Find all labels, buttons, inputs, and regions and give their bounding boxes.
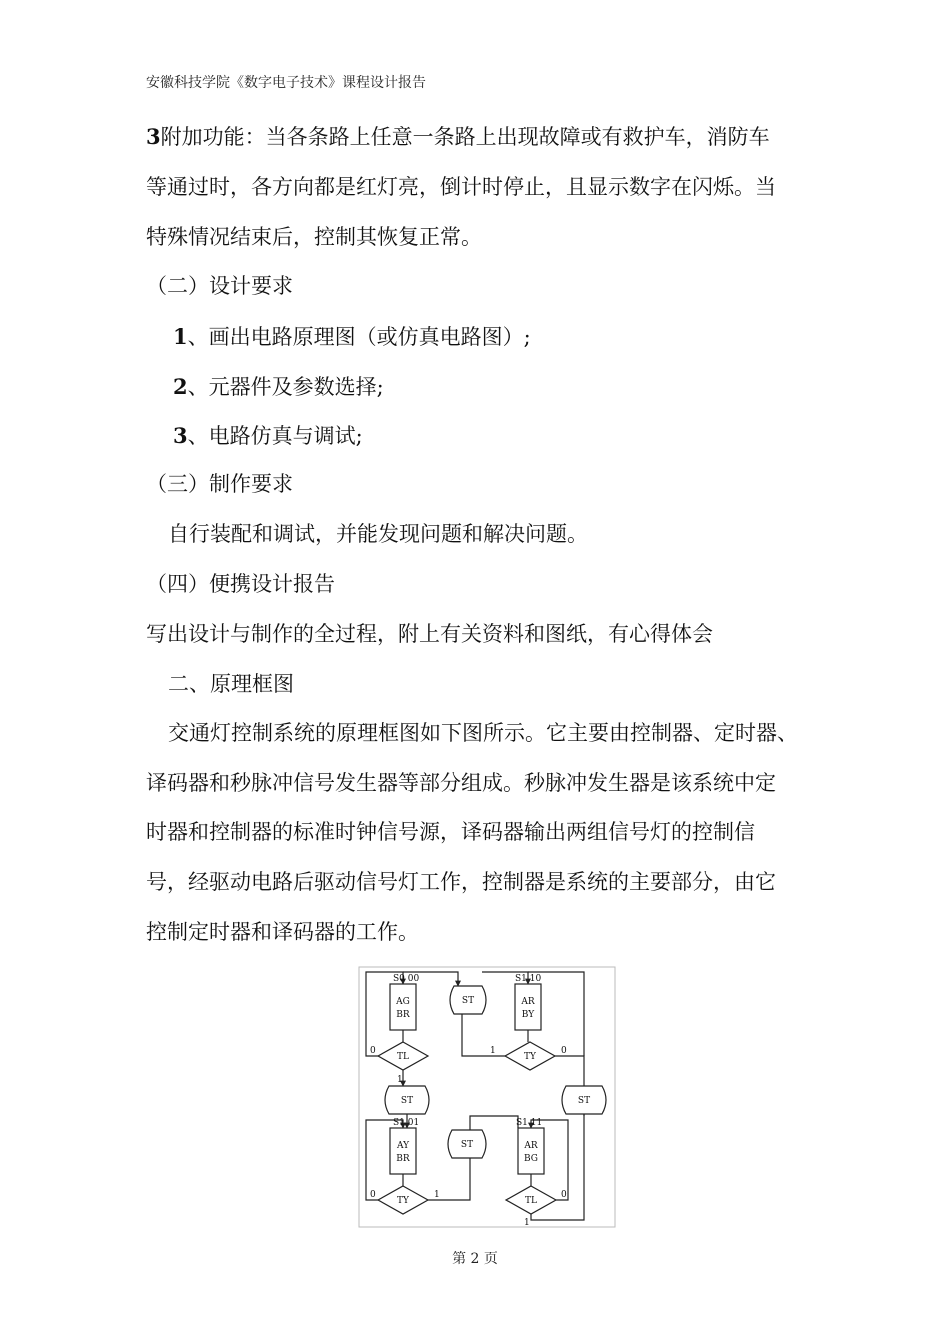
edge-label-1-d: 1: [524, 1218, 530, 1228]
design-req-item-2-num: 2: [173, 374, 188, 399]
state-label-s1: S1 10: [515, 974, 542, 984]
box4-line1: AR: [524, 1141, 538, 1151]
principle-para-line-1: 交通灯控制系统的原理框图如下图所示。它主要由控制器、定时器、: [168, 721, 798, 745]
edge-label-0-b: 0: [561, 1046, 567, 1056]
state-box-ar-bg: [518, 1128, 544, 1174]
extra-function-line-3: 特殊情况结束后，控制其恢复正常。: [146, 225, 482, 249]
tl-label-top: TL: [397, 1052, 409, 1062]
box2-line1: AR: [521, 997, 535, 1007]
page-header: 安徽科技学院《数字电子技术》课程设计报告: [146, 75, 426, 91]
extra-function-text-1: 附加功能：当各条路上任意一条路上出现故障或有救护车，消防车: [160, 125, 770, 149]
st-label-top: ST: [461, 996, 475, 1006]
box1-line1: AG: [396, 997, 410, 1007]
principle-para-line-2: 译码器和秒脉冲信号发生器等部分组成。秒脉冲发生器是该系统中定: [146, 771, 776, 795]
design-req-item-1: [173, 326, 531, 348]
state-box-ay-br: [390, 1128, 416, 1174]
design-req-item-3: [173, 425, 363, 447]
design-req-item-2-text: 、元器件及参数选择;: [187, 375, 384, 399]
extra-function-line-1: [146, 126, 770, 148]
edge-label-0-d: 0: [561, 1190, 567, 1200]
st-label-right: ST: [577, 1096, 591, 1106]
state-label-s0: S0 00: [393, 974, 420, 984]
design-req-item-1-text: 、画出电路原理图（或仿真电路图）;: [187, 325, 531, 349]
principle-para-line-5: 控制定时器和译码器的工作。: [146, 920, 419, 944]
ty-label-top: TY: [524, 1052, 536, 1062]
design-req-item-3-num: 3: [173, 423, 188, 448]
box2-line2: BY: [521, 1010, 535, 1020]
state-flow-svg: [358, 966, 616, 1228]
edge-label-1-a: 1: [397, 1075, 403, 1085]
state-label-s2: S1 01: [393, 1118, 420, 1128]
report-text: 写出设计与制作的全过程，附上有关资料和图纸，有心得体会: [146, 622, 713, 646]
report-heading: （四）便携设计报告: [146, 572, 335, 596]
box3-line1: AY: [396, 1141, 410, 1151]
extra-function-number: 3: [146, 124, 161, 149]
ty-label-bottom: TY: [397, 1196, 409, 1206]
edge-label-0-a: 0: [370, 1046, 376, 1056]
design-requirements-heading: （二）设计要求: [146, 274, 293, 298]
extra-function-line-2: 等通过时，各方向都是红灯亮，倒计时停止，且显示数字在闪烁。当: [146, 175, 776, 199]
tl-label-bottom: TL: [525, 1196, 537, 1206]
state-flow-diagram: [358, 966, 616, 1228]
principle-para-line-4: 号，经驱动电路后驱动信号灯工作，控制器是系统的主要部分，由它: [146, 870, 776, 894]
make-requirements-text: 自行装配和调试，并能发现问题和解决问题。: [168, 522, 588, 546]
box4-line2: BG: [524, 1154, 538, 1164]
box3-line2: BR: [396, 1154, 410, 1164]
st-label-left: ST: [400, 1096, 414, 1106]
edge-label-0-c: 0: [370, 1190, 376, 1200]
design-req-item-2: [173, 376, 384, 398]
box1-line2: BR: [396, 1010, 410, 1020]
state-label-s3: S1 11: [516, 1118, 543, 1128]
design-req-item-1-num: 1: [173, 324, 188, 349]
design-req-item-3-text: 、电路仿真与调试;: [187, 424, 363, 448]
principle-heading: 二、原理框图: [168, 672, 294, 696]
state-box-ar-by: [515, 984, 541, 1030]
edge-label-1-b: 1: [490, 1046, 496, 1056]
make-requirements-heading: （三）制作要求: [146, 472, 293, 496]
principle-para-line-3: 时器和控制器的标准时钟信号源，译码器输出两组信号灯的控制信: [146, 820, 755, 844]
st-label-middle: ST: [460, 1140, 474, 1150]
edge-label-1-c: 1: [434, 1190, 440, 1200]
state-box-ag-br: [390, 984, 416, 1030]
page-number: 第 2 页: [452, 1251, 498, 1267]
